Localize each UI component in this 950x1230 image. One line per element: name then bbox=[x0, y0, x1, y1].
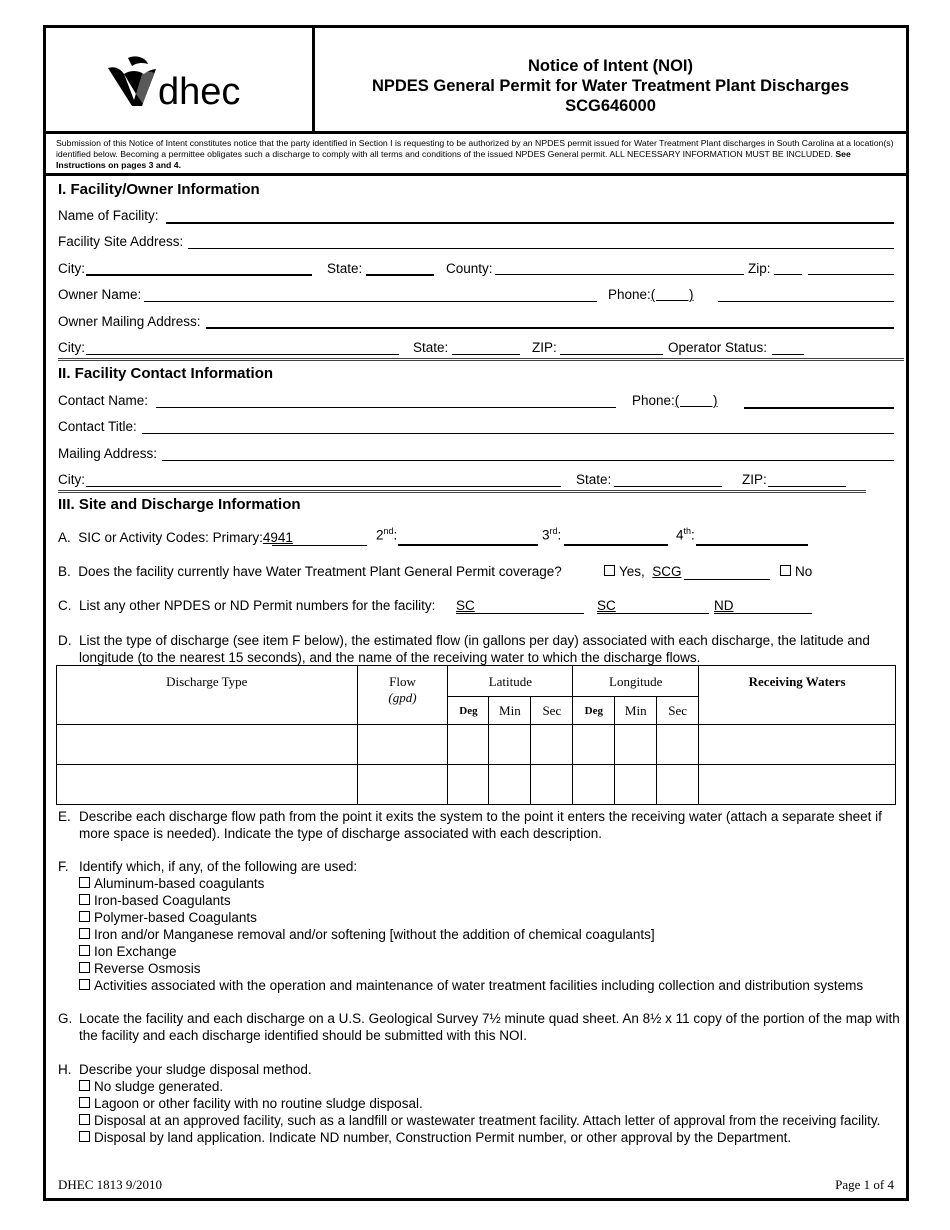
sic-4th-field[interactable] bbox=[696, 544, 808, 546]
col-lon-sec: Sec bbox=[657, 697, 699, 725]
owner-name-label: Owner Name: bbox=[58, 287, 142, 302]
intro-text: Submission of this Notice of Intent constitutes notice that the party identified in Section I is requesting to be authorized by an NPDES permit issued for Water Treatment Plant discharges in South Carolina at a location(s) identified below. Becoming a permittee obligates such a discharge to comply with all terms and conditions of the issued NPDES General permit. ALL NECESSARY INFORMATION MUST BE INCLUDED. See Instructions on pages 3 and 4. bbox=[56, 138, 894, 170]
contact-zip-label: ZIP: bbox=[742, 472, 767, 487]
col-lon-min: Min bbox=[615, 697, 657, 725]
coagulant-option[interactable]: Activities associated with the operation and maintenance of water treatment facilities including collection and distribution systems bbox=[79, 977, 863, 994]
discharge-table bbox=[56, 665, 896, 805]
form-title bbox=[315, 56, 906, 116]
table-cell[interactable] bbox=[531, 725, 573, 765]
sic-3rd-field[interactable] bbox=[564, 544, 668, 546]
contact-phone-label: Phone:( ) bbox=[632, 393, 718, 408]
sludge-option[interactable]: Disposal at an approved facility, such as a landfill or wastewater treatment facility. Attach letter of approval from the receiving facility. bbox=[79, 1112, 880, 1129]
table-cell[interactable] bbox=[57, 765, 358, 805]
checkbox[interactable] bbox=[79, 877, 90, 888]
owner-zip-label: ZIP: bbox=[532, 340, 557, 355]
table-cell[interactable] bbox=[448, 725, 489, 765]
form-page bbox=[43, 25, 909, 1201]
nd-permit-label: ND bbox=[714, 598, 734, 613]
checkbox[interactable] bbox=[79, 1097, 90, 1108]
title-line-3: SCG646000 bbox=[565, 97, 656, 115]
section-1-title: I. Facility/Owner Information bbox=[58, 181, 260, 198]
item-b: B. Does the facility currently have Water Treatment Plant General Permit coverage? bbox=[58, 564, 562, 579]
contact-zip-field[interactable] bbox=[768, 486, 846, 487]
table-cell[interactable] bbox=[357, 725, 448, 765]
owner-mailing-field[interactable] bbox=[206, 327, 894, 329]
contact-title-field[interactable] bbox=[142, 433, 894, 434]
table-cell[interactable] bbox=[699, 725, 896, 765]
dhec-logo bbox=[106, 54, 256, 110]
sludge-options bbox=[79, 1078, 880, 1146]
permit-yes-option[interactable]: Yes, SCG bbox=[604, 564, 682, 579]
title-line-2: NPDES General Permit for Water Treatment Plant Discharges bbox=[371, 77, 850, 95]
contact-city-field[interactable] bbox=[86, 486, 561, 487]
owner-name-field[interactable] bbox=[144, 301, 597, 302]
page-number: Page 1 of 4 bbox=[835, 1177, 894, 1192]
item-f: F. Identify which, if any, of the following are used: bbox=[58, 859, 358, 874]
county-label: County: bbox=[446, 261, 493, 276]
table-cell[interactable] bbox=[489, 725, 531, 765]
table-cell[interactable] bbox=[489, 765, 531, 805]
city-field[interactable] bbox=[86, 274, 312, 276]
checkbox[interactable] bbox=[79, 945, 90, 956]
table-cell[interactable] bbox=[357, 765, 448, 805]
table-row bbox=[57, 765, 896, 805]
checkbox[interactable] bbox=[79, 1080, 90, 1091]
facility-name-label: Name of Facility: bbox=[58, 208, 159, 223]
section-2-title: II. Facility Contact Information bbox=[58, 365, 274, 382]
svg-text:dhec: dhec bbox=[158, 71, 241, 110]
form-header bbox=[46, 28, 906, 134]
scg-number-field[interactable] bbox=[684, 579, 770, 580]
state-label: State: bbox=[327, 261, 363, 276]
item-h: H. Describe your sludge disposal method. bbox=[58, 1062, 312, 1077]
zip-field-a[interactable] bbox=[774, 274, 802, 275]
state-field[interactable] bbox=[366, 274, 434, 276]
yes-checkbox[interactable] bbox=[604, 565, 615, 576]
sludge-option[interactable]: No sludge generated. bbox=[79, 1078, 880, 1095]
checkbox[interactable] bbox=[79, 962, 90, 973]
divider bbox=[46, 173, 906, 176]
sc-permit-1-label: SC bbox=[456, 598, 475, 613]
sic-primary-value[interactable]: 4941 bbox=[262, 530, 293, 545]
no-checkbox[interactable] bbox=[780, 565, 791, 576]
table-cell[interactable] bbox=[657, 725, 699, 765]
checkbox[interactable] bbox=[79, 911, 90, 922]
col-longitude: Longitude bbox=[573, 666, 699, 697]
zip-field-b[interactable] bbox=[808, 274, 894, 275]
contact-state-label: State: bbox=[576, 472, 612, 487]
sic-2nd-field[interactable] bbox=[398, 544, 538, 546]
owner-mailing-label: Owner Mailing Address: bbox=[58, 314, 201, 329]
site-address-label: Facility Site Address: bbox=[58, 234, 184, 249]
contact-state-field[interactable] bbox=[614, 486, 722, 487]
owner-city-label: City: bbox=[58, 340, 85, 355]
section-divider bbox=[58, 358, 904, 361]
sic-primary-field[interactable] bbox=[272, 545, 367, 546]
coagulant-option[interactable]: Iron and/or Manganese removal and/or softening [without the addition of chemical coagulants] bbox=[79, 926, 863, 943]
sc-permit-2-field[interactable] bbox=[597, 613, 709, 614]
table-cell[interactable] bbox=[573, 765, 615, 805]
sc-permit-1-field[interactable] bbox=[456, 613, 584, 614]
coagulant-option[interactable]: Reverse Osmosis bbox=[79, 960, 863, 977]
table-row bbox=[57, 725, 896, 765]
sic-3rd-label: 3rd: bbox=[542, 526, 562, 543]
table-cell[interactable] bbox=[657, 765, 699, 805]
col-latitude: Latitude bbox=[448, 666, 573, 697]
sic-4th-label: 4th: bbox=[676, 526, 695, 543]
col-lon-deg: Deg bbox=[573, 697, 615, 725]
table-cell[interactable] bbox=[699, 765, 896, 805]
table-cell[interactable] bbox=[448, 765, 489, 805]
section-3-title: III. Site and Discharge Information bbox=[58, 496, 301, 513]
table-cell[interactable] bbox=[57, 725, 358, 765]
checkbox[interactable] bbox=[79, 928, 90, 939]
facility-name-field[interactable] bbox=[166, 222, 894, 224]
form-id: DHEC 1813 9/2010 bbox=[58, 1177, 162, 1192]
table-cell[interactable] bbox=[615, 765, 657, 805]
col-lat-min: Min bbox=[489, 697, 531, 725]
operator-status-label: Operator Status: bbox=[668, 340, 768, 355]
sludge-option[interactable]: Lagoon or other facility with no routine sludge disposal. bbox=[79, 1095, 880, 1112]
item-e: E. Describe each discharge flow path from the point it exits the system to the point it enters the receiving water (attach a separate sheet if more space is needed). Indicate the type of discharge associated with each description. bbox=[58, 809, 882, 841]
item-d: D. List the type of discharge (see item F below), the estimated flow (in gallons per day) associated with each discharge, the latitude and longitude (to the nearest 15 seconds), and the name of the receiving water to which the discharge flows. bbox=[58, 633, 870, 665]
owner-phone-label: Phone:( ) bbox=[608, 287, 694, 302]
coagulant-option[interactable]: Iron-based Coagulants bbox=[79, 892, 863, 909]
logo-box bbox=[46, 28, 315, 131]
nd-permit-field[interactable] bbox=[714, 613, 812, 614]
coagulant-option[interactable]: Polymer-based Coagulants bbox=[79, 909, 863, 926]
contact-title-label: Contact Title: bbox=[58, 419, 137, 434]
col-lat-sec: Sec bbox=[531, 697, 573, 725]
zip-label: Zip: bbox=[748, 261, 771, 276]
col-receiving-waters: Receiving Waters bbox=[699, 666, 896, 725]
sic-2nd-label: 2nd: bbox=[376, 526, 398, 543]
item-a: A. SIC or Activity Codes: Primary:4941 bbox=[58, 530, 293, 545]
col-lat-deg: Deg bbox=[448, 697, 489, 725]
county-field[interactable] bbox=[495, 274, 744, 275]
contact-name-field[interactable] bbox=[156, 407, 616, 408]
col-flow: Flow (gpd) bbox=[357, 666, 448, 725]
coagulant-option[interactable]: Aluminum-based coagulants bbox=[79, 875, 863, 892]
item-c: C. List any other NPDES or ND Permit numbers for the facility: bbox=[58, 598, 436, 613]
checkbox[interactable] bbox=[79, 1114, 90, 1125]
contact-name-label: Contact Name: bbox=[58, 393, 149, 408]
sludge-option[interactable]: Disposal by land application. Indicate ND number, Construction Permit number, or other approval by the Department. bbox=[79, 1129, 880, 1146]
owner-state-label: State: bbox=[413, 340, 449, 355]
checkbox[interactable] bbox=[79, 894, 90, 905]
checkbox[interactable] bbox=[79, 979, 90, 990]
section-divider bbox=[58, 490, 866, 493]
site-address-field[interactable] bbox=[188, 248, 894, 249]
contact-city-label: City: bbox=[58, 472, 85, 487]
item-g: G. Locate the facility and each discharge on a U.S. Geological Survey 7½ minute quad sheet. An 8½ x 11 copy of the portion of the map with the facility and each discharge identified should be submitted with this NOI. bbox=[58, 1011, 900, 1043]
owner-phone-field[interactable] bbox=[718, 301, 894, 302]
owner-zip-field[interactable] bbox=[560, 354, 663, 355]
contact-mailing-field[interactable] bbox=[162, 460, 894, 461]
city-label: City: bbox=[58, 261, 85, 276]
title-line-1: Notice of Intent (NOI) bbox=[528, 57, 693, 75]
owner-city-field[interactable] bbox=[86, 354, 399, 355]
owner-state-field[interactable] bbox=[452, 354, 520, 355]
operator-status-field[interactable] bbox=[772, 354, 804, 355]
table-cell[interactable] bbox=[615, 725, 657, 765]
sc-permit-2-label: SC bbox=[597, 598, 616, 613]
table-cell[interactable] bbox=[531, 765, 573, 805]
checkbox[interactable] bbox=[79, 1131, 90, 1142]
contact-phone-field[interactable] bbox=[744, 407, 894, 409]
coagulant-options bbox=[79, 875, 863, 994]
permit-no-option[interactable]: No bbox=[780, 564, 812, 579]
coagulant-option[interactable]: Ion Exchange bbox=[79, 943, 863, 960]
col-discharge-type: Discharge Type bbox=[57, 666, 358, 725]
table-cell[interactable] bbox=[573, 725, 615, 765]
contact-mailing-label: Mailing Address: bbox=[58, 446, 158, 461]
